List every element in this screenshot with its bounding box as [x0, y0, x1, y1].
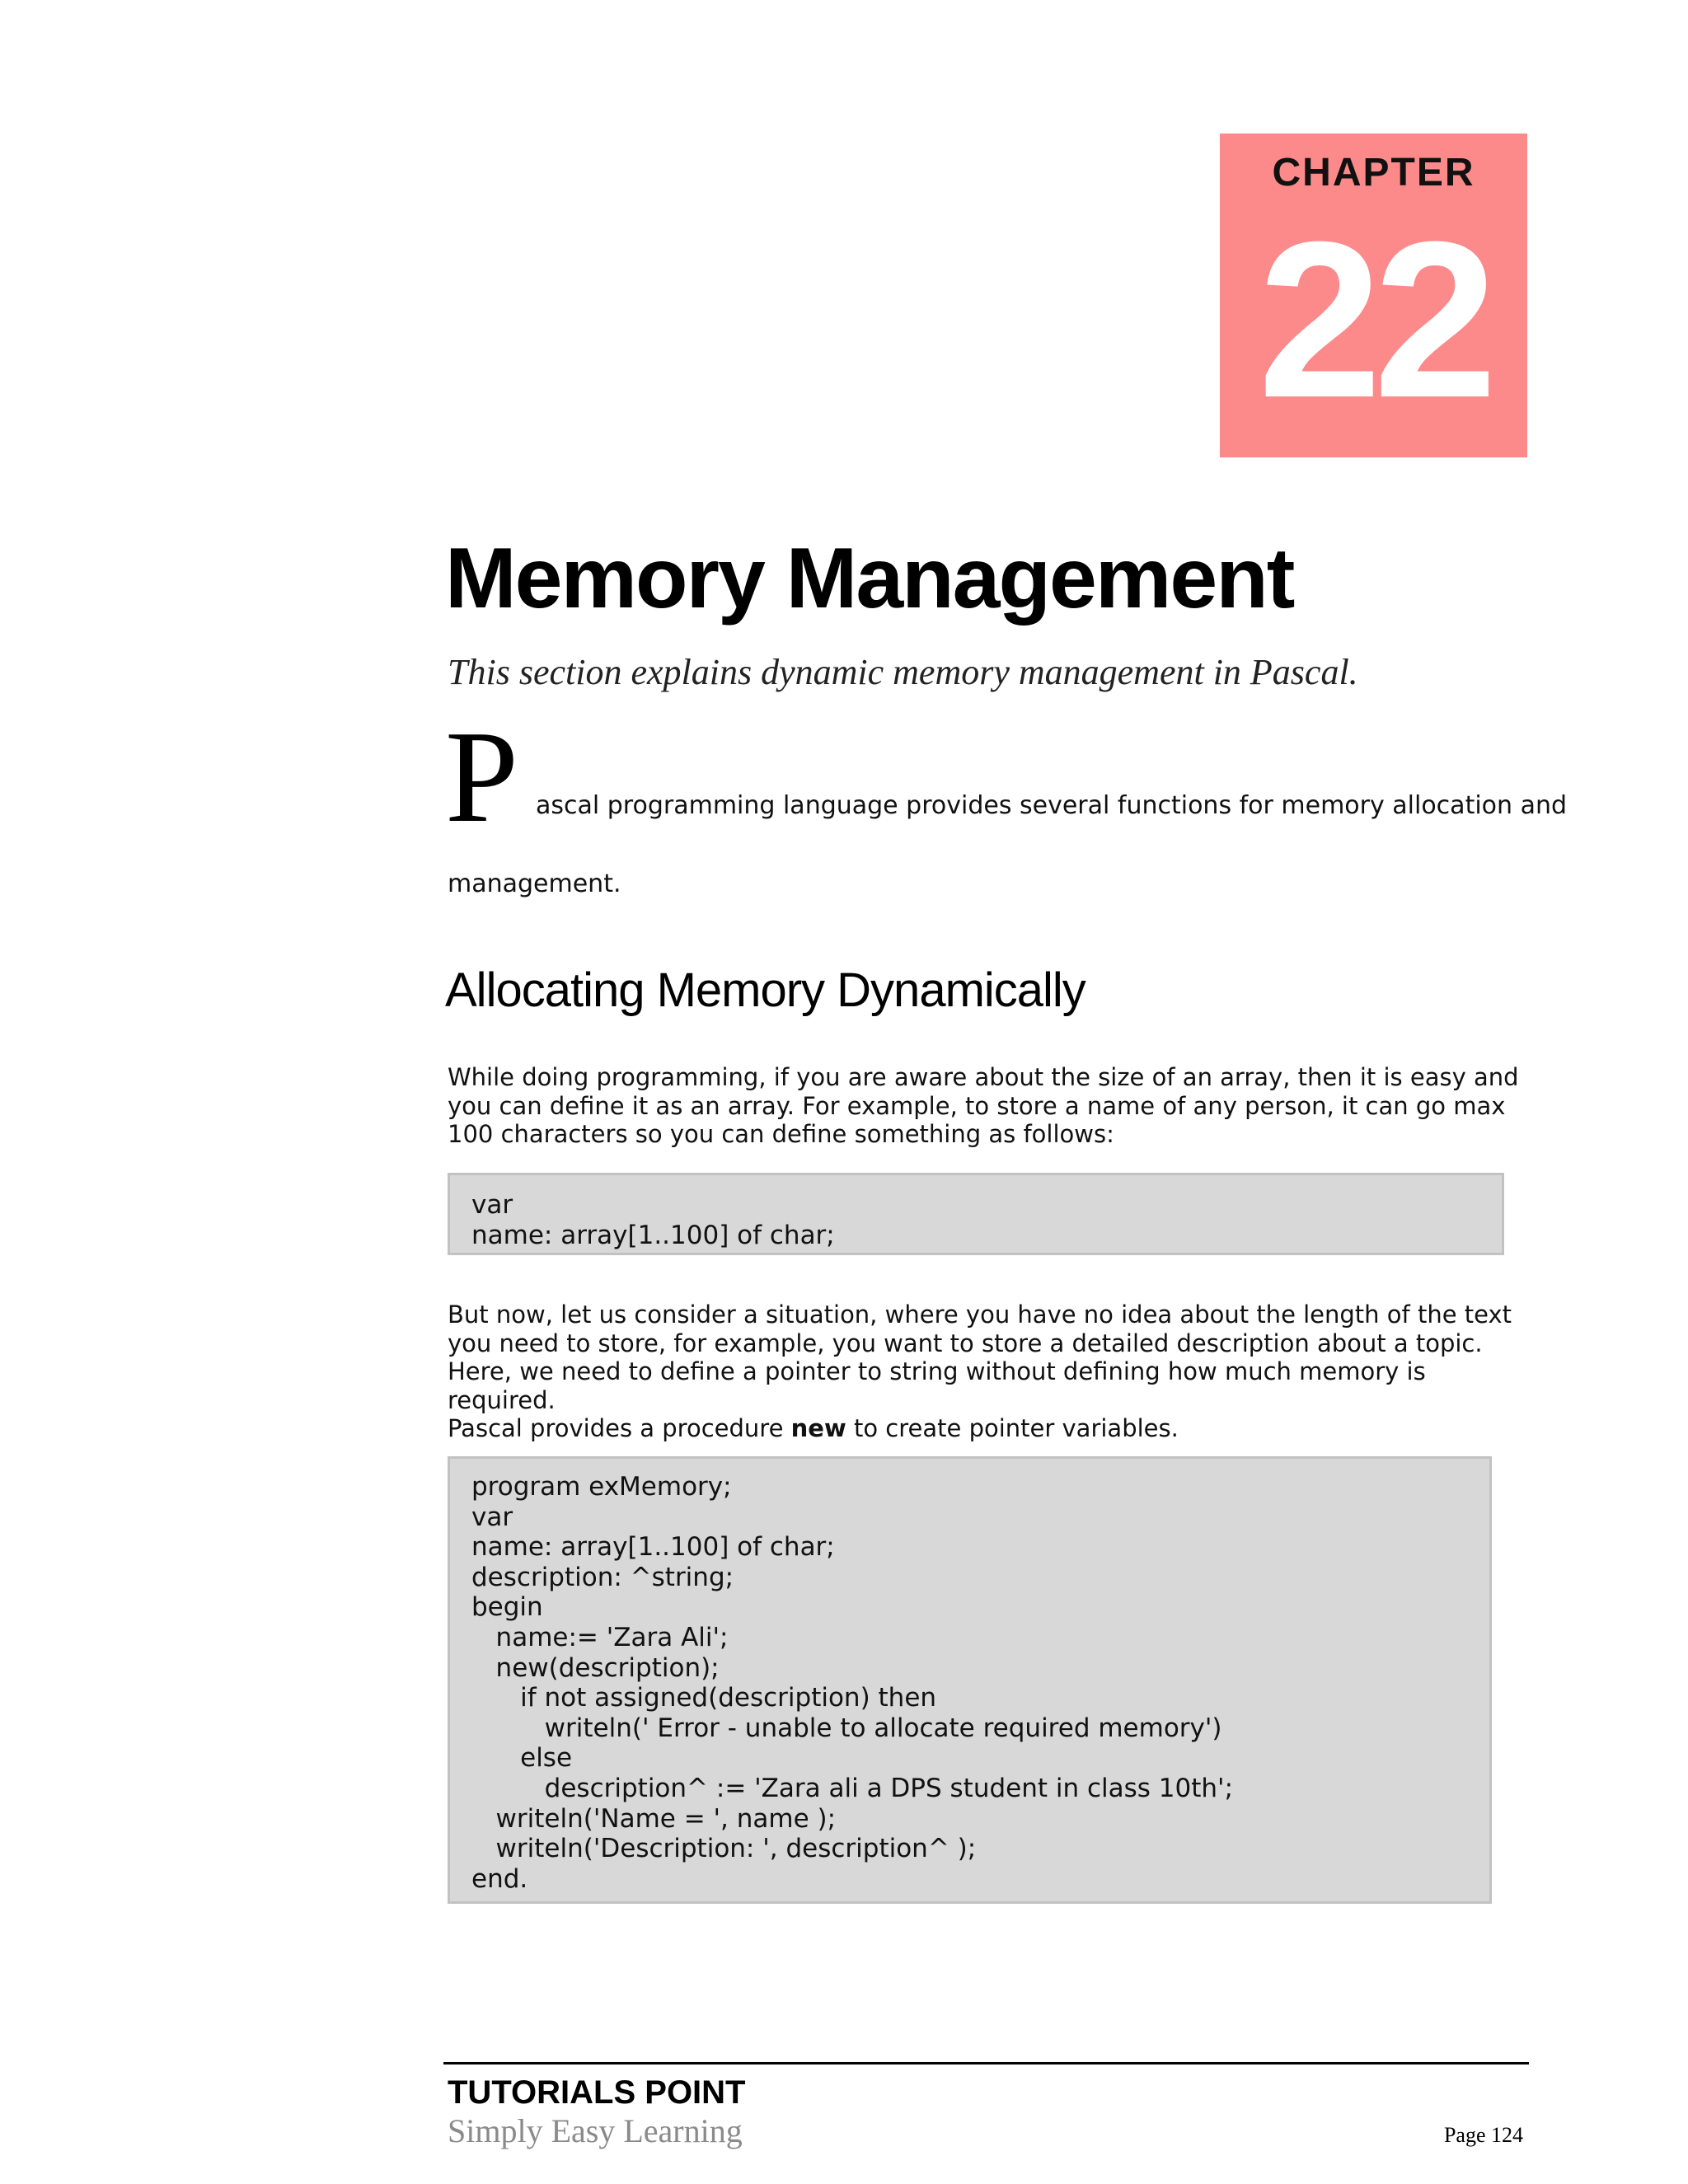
footer-brand: TUTORIALS POINT [448, 2074, 746, 2111]
code-line: end. [471, 1863, 528, 1894]
code-block-program [448, 1456, 1492, 1904]
page-number: Page 124 [1443, 2123, 1523, 2147]
code-line: new(description); [471, 1652, 720, 1683]
paragraph-text: Pascal provides a procedure [448, 1414, 791, 1442]
code-line: writeln('Description: ', description^ ); [471, 1834, 977, 1864]
chapter-subtitle: This section explains dynamic memory management in Pascal. [448, 652, 1358, 692]
code-line: else [471, 1743, 573, 1774]
paragraph-line: you can define it as an array. For example, to store a name of any person, it can go max [448, 1091, 1506, 1120]
paragraph-line: But now, let us consider a situation, where you have no idea about the length of the text [448, 1301, 1512, 1329]
code-lines [471, 1190, 835, 1250]
code-line: program exMemory; [471, 1472, 732, 1502]
intro-text-line-2: management. [448, 869, 621, 898]
code-line: var [471, 1502, 513, 1532]
paragraph-array-intro [448, 1063, 1519, 1149]
code-line: name:= 'Zara Ali'; [471, 1622, 729, 1652]
paragraph-line-with-keyword [448, 1414, 1519, 1443]
code-line: var [471, 1190, 513, 1220]
keyword-new: new [790, 1414, 846, 1442]
chapter-badge [1220, 134, 1527, 457]
code-line: writeln('Name = ', name ); [471, 1803, 837, 1834]
paragraph-text: to create pointer variables. [846, 1414, 1179, 1442]
paragraph-line: Here, we need to define a pointer to string without defining how much memory is [448, 1357, 1426, 1385]
code-line: name: array[1..100] of char; [471, 1532, 835, 1563]
chapter-label: CHAPTER [1272, 151, 1475, 194]
intro-text-line-1: ascal programming language provides several functions for memory allocation and [536, 791, 1568, 820]
code-line: begin [471, 1592, 543, 1623]
footer-tagline: Simply Easy Learning [448, 2112, 743, 2149]
chapter-number: 22 [1258, 196, 1489, 444]
code-line: if not assigned(description) then [471, 1683, 937, 1713]
footer-divider [443, 2062, 1529, 2064]
code-line: description^ := 'Zara ali a DPS student in class 10th'; [471, 1773, 1234, 1803]
page-title: Memory Management [445, 531, 1294, 626]
paragraph-line: 100 characters so you can define something as follows: [448, 1120, 1114, 1148]
paragraph-line: you need to store, for example, you want to store a detailed description about a topic. [448, 1329, 1483, 1357]
code-line: description: ^string; [471, 1562, 734, 1592]
section-heading: Allocating Memory Dynamically [445, 963, 1085, 1017]
paragraph-line: While doing programming, if you are aware about the size of an array, then it is easy and [448, 1063, 1519, 1091]
code-block-array [448, 1173, 1504, 1255]
dropcap-letter: P [445, 703, 518, 850]
code-line: name: array[1..100] of char; [471, 1220, 835, 1250]
code-line: writeln(' Error - unable to allocate required memory') [471, 1713, 1222, 1743]
code-lines [471, 1472, 1233, 1894]
paragraph-pointer-intro [448, 1301, 1519, 1443]
paragraph-line: required. [448, 1385, 556, 1414]
